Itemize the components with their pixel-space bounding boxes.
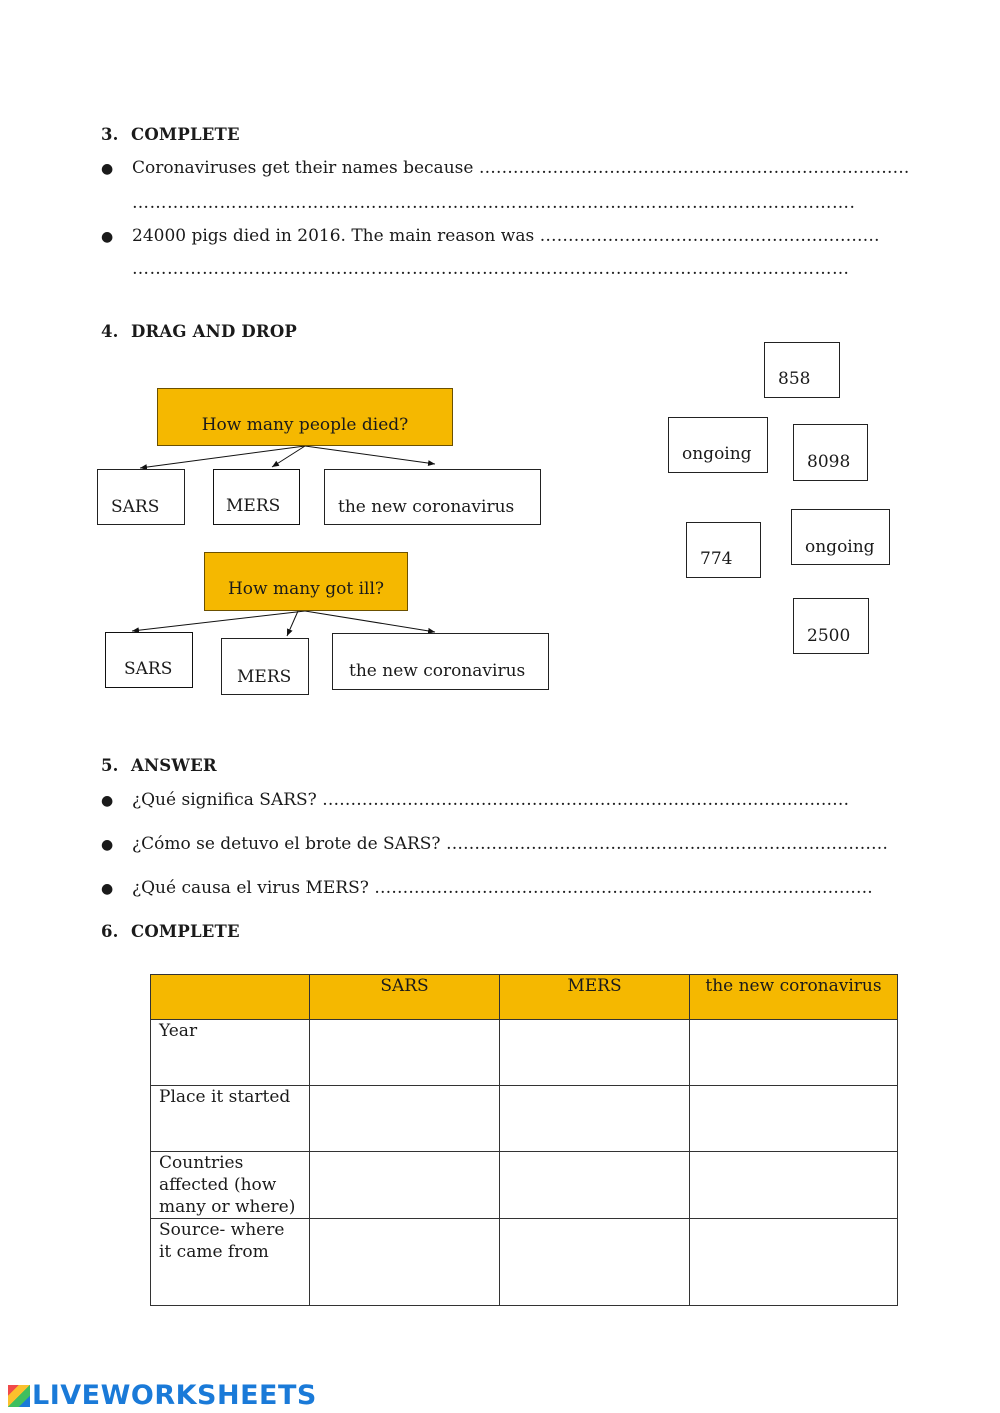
arrow-to-mers-2 xyxy=(287,611,298,636)
answer-cell[interactable] xyxy=(500,1219,690,1306)
arrow-to-new-1 xyxy=(305,446,435,464)
arrow-to-mers-1 xyxy=(272,446,305,467)
bullet-icon: ● xyxy=(101,837,114,853)
table-header-cell: MERS xyxy=(500,975,690,1020)
table-header-cell: SARS xyxy=(310,975,500,1020)
answer-cell[interactable] xyxy=(500,1152,690,1219)
answer-cell[interactable] xyxy=(690,1219,898,1306)
bullet-icon: ● xyxy=(101,229,114,245)
question-box-people-died: How many people died? xyxy=(157,388,453,446)
arrow-to-sars-1 xyxy=(140,446,305,468)
section-3-heading: 3. COMPLETE xyxy=(101,125,240,144)
answer-cell[interactable] xyxy=(310,1086,500,1152)
table-header-row xyxy=(151,975,898,1020)
section-5-heading: 5. ANSWER xyxy=(101,756,217,775)
section-5-question-2[interactable]: ¿Cómo se detuvo el brote de SARS? …………………………………………………………………… xyxy=(132,834,888,854)
answer-cell[interactable] xyxy=(500,1086,690,1152)
answer-cell[interactable] xyxy=(310,1219,500,1306)
liveworksheets-logo[interactable]: LIVEWORKSHEETS xyxy=(8,1380,317,1411)
row-label: Countries affected (how many or where) xyxy=(151,1152,310,1219)
answer-cell[interactable] xyxy=(310,1152,500,1219)
draggable-option-2500[interactable]: 2500 xyxy=(793,598,869,654)
section-6-heading: 6. COMPLETE xyxy=(101,922,240,941)
arrows-group-1 xyxy=(140,446,435,468)
table-header-cell: the new coronavirus xyxy=(690,975,898,1020)
answer-cell[interactable] xyxy=(690,1152,898,1219)
arrow-to-sars-2 xyxy=(132,611,305,631)
bullet-icon: ● xyxy=(101,881,114,897)
section-5-question-3[interactable]: ¿Qué causa el virus MERS? ……………………………………………………………………………. xyxy=(132,878,873,898)
section-3-item-1: Coronaviruses get their names because …………………………………………………………………. xyxy=(132,158,910,178)
table-row xyxy=(151,1219,898,1306)
table-row xyxy=(151,1086,898,1152)
bullet-icon: ● xyxy=(101,793,114,809)
bullet-icon: ● xyxy=(101,161,114,177)
section-4-heading: 4. DRAG AND DROP xyxy=(101,322,297,341)
section-3-item-2: 24000 pigs died in 2016. The main reason was …………………………………………………… xyxy=(132,226,880,246)
draggable-option-ongoing-2[interactable]: ongoing xyxy=(791,509,890,565)
drop-target-sars-died[interactable]: SARS xyxy=(97,469,185,525)
table-header-cell xyxy=(151,975,310,1020)
answer-cell[interactable] xyxy=(500,1020,690,1086)
draggable-option-ongoing-1[interactable]: ongoing xyxy=(668,417,768,473)
row-label: Place it started xyxy=(151,1086,310,1152)
table-row xyxy=(151,1020,898,1086)
drop-target-sars-ill[interactable]: SARS xyxy=(105,632,193,688)
draggable-option-8098[interactable]: 8098 xyxy=(793,424,868,481)
arrow-to-new-2 xyxy=(305,611,435,632)
answer-cell[interactable] xyxy=(310,1020,500,1086)
draggable-option-774[interactable]: 774 xyxy=(686,522,761,578)
drop-target-new-coronavirus-died[interactable]: the new coronavirus xyxy=(324,469,541,525)
draggable-option-858[interactable]: 858 xyxy=(764,342,840,398)
answer-cell[interactable] xyxy=(690,1020,898,1086)
section-5-question-1[interactable]: ¿Qué significa SARS? ………………………………………………………………………………… xyxy=(132,790,850,810)
table-row xyxy=(151,1152,898,1219)
drop-target-mers-died[interactable]: MERS xyxy=(213,469,300,525)
section-3-item-2-answer-line[interactable]: …………………………………………………………………………………………………………… xyxy=(132,259,850,279)
row-label: Year xyxy=(151,1020,310,1086)
drop-target-new-coronavirus-ill[interactable]: the new coronavirus xyxy=(332,633,549,690)
answer-cell[interactable] xyxy=(690,1086,898,1152)
section-3-item-1-answer-line[interactable]: ……………………………………………………………………………………………………………. xyxy=(132,193,856,213)
row-label: Source- where it came from xyxy=(151,1219,310,1306)
liveworksheets-logo-icon xyxy=(8,1385,30,1407)
question-box-got-ill: How many got ill? xyxy=(204,552,408,611)
drop-target-mers-ill[interactable]: MERS xyxy=(221,638,309,695)
comparison-table xyxy=(150,974,898,1306)
